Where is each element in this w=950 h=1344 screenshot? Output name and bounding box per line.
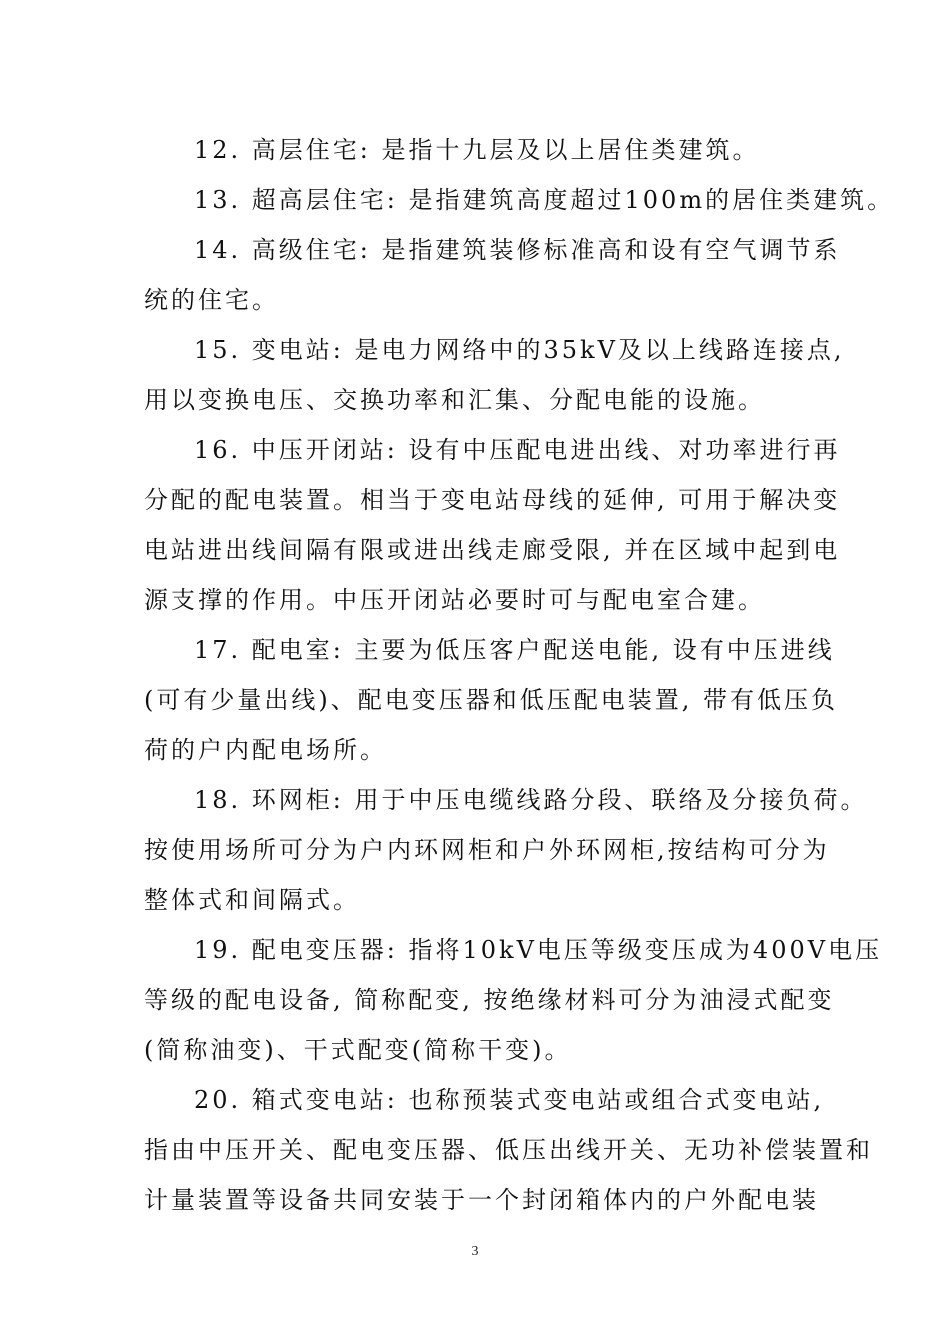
text-line-item-13: 13. 超高层住宅: 是指建筑高度超过100m的居住类建筑。 [194,186,895,214]
text-line-item-19: 19. 配电变压器: 指将10kV电压等级变压成为400V电压 [194,936,883,964]
text-line: 分配的配电装置。相当于变电站母线的延伸, 可用于解决变 [144,486,841,514]
text-line-item-17: 17. 配电室: 主要为低压客户配送电能, 设有中压进线 [194,636,835,664]
text-line-item-18: 18. 环网柜: 用于中压电缆线路分段、联络及分接负荷。 [194,786,868,814]
text-line-item-14: 14. 高级住宅: 是指建筑装修标准高和设有空气调节系 [194,236,841,264]
text-line: (可有少量出线)、配电变压器和低压配电装置, 带有低压负 [144,686,838,714]
text-line-item-16: 16. 中压开闭站: 设有中压配电进出线、对功率进行再 [194,436,841,464]
text-line: 统的住宅。 [144,286,279,314]
page-number: 3 [471,1244,479,1259]
text-line: 荷的户内配电场所。 [144,736,387,764]
text-line: 指由中压开关、配电变压器、低压出线开关、无功补偿装置和 [144,1136,873,1164]
text-line: 按使用场所可分为户内环网柜和户外环网柜,按结构可分为 [144,836,830,864]
text-line: 用以变换电压、交换功率和汇集、分配电能的设施。 [144,386,765,414]
text-line: (简称油变)、干式配变(简称干变)。 [144,1036,572,1064]
text-line: 整体式和间隔式。 [144,886,360,914]
text-line: 计量装置等设备共同安装于一个封闭箱体内的户外配电装 [144,1186,819,1214]
text-line: 电站进出线间隔有限或进出线走廊受限, 并在区域中起到电 [144,536,841,564]
text-line-item-12: 12. 高层住宅: 是指十九层及以上居住类建筑。 [194,136,760,164]
text-line-item-20: 20. 箱式变电站: 也称预装式变电站或组合式变电站, [194,1086,825,1114]
text-line: 源支撑的作用。中压开闭站必要时可与配电室合建。 [144,586,765,614]
text-line-item-15: 15. 变电站: 是电力网络中的35kV及以上线路连接点, [194,336,845,364]
text-line: 等级的配电设备, 简称配变, 按绝缘材料可分为油浸式配变 [144,986,835,1014]
